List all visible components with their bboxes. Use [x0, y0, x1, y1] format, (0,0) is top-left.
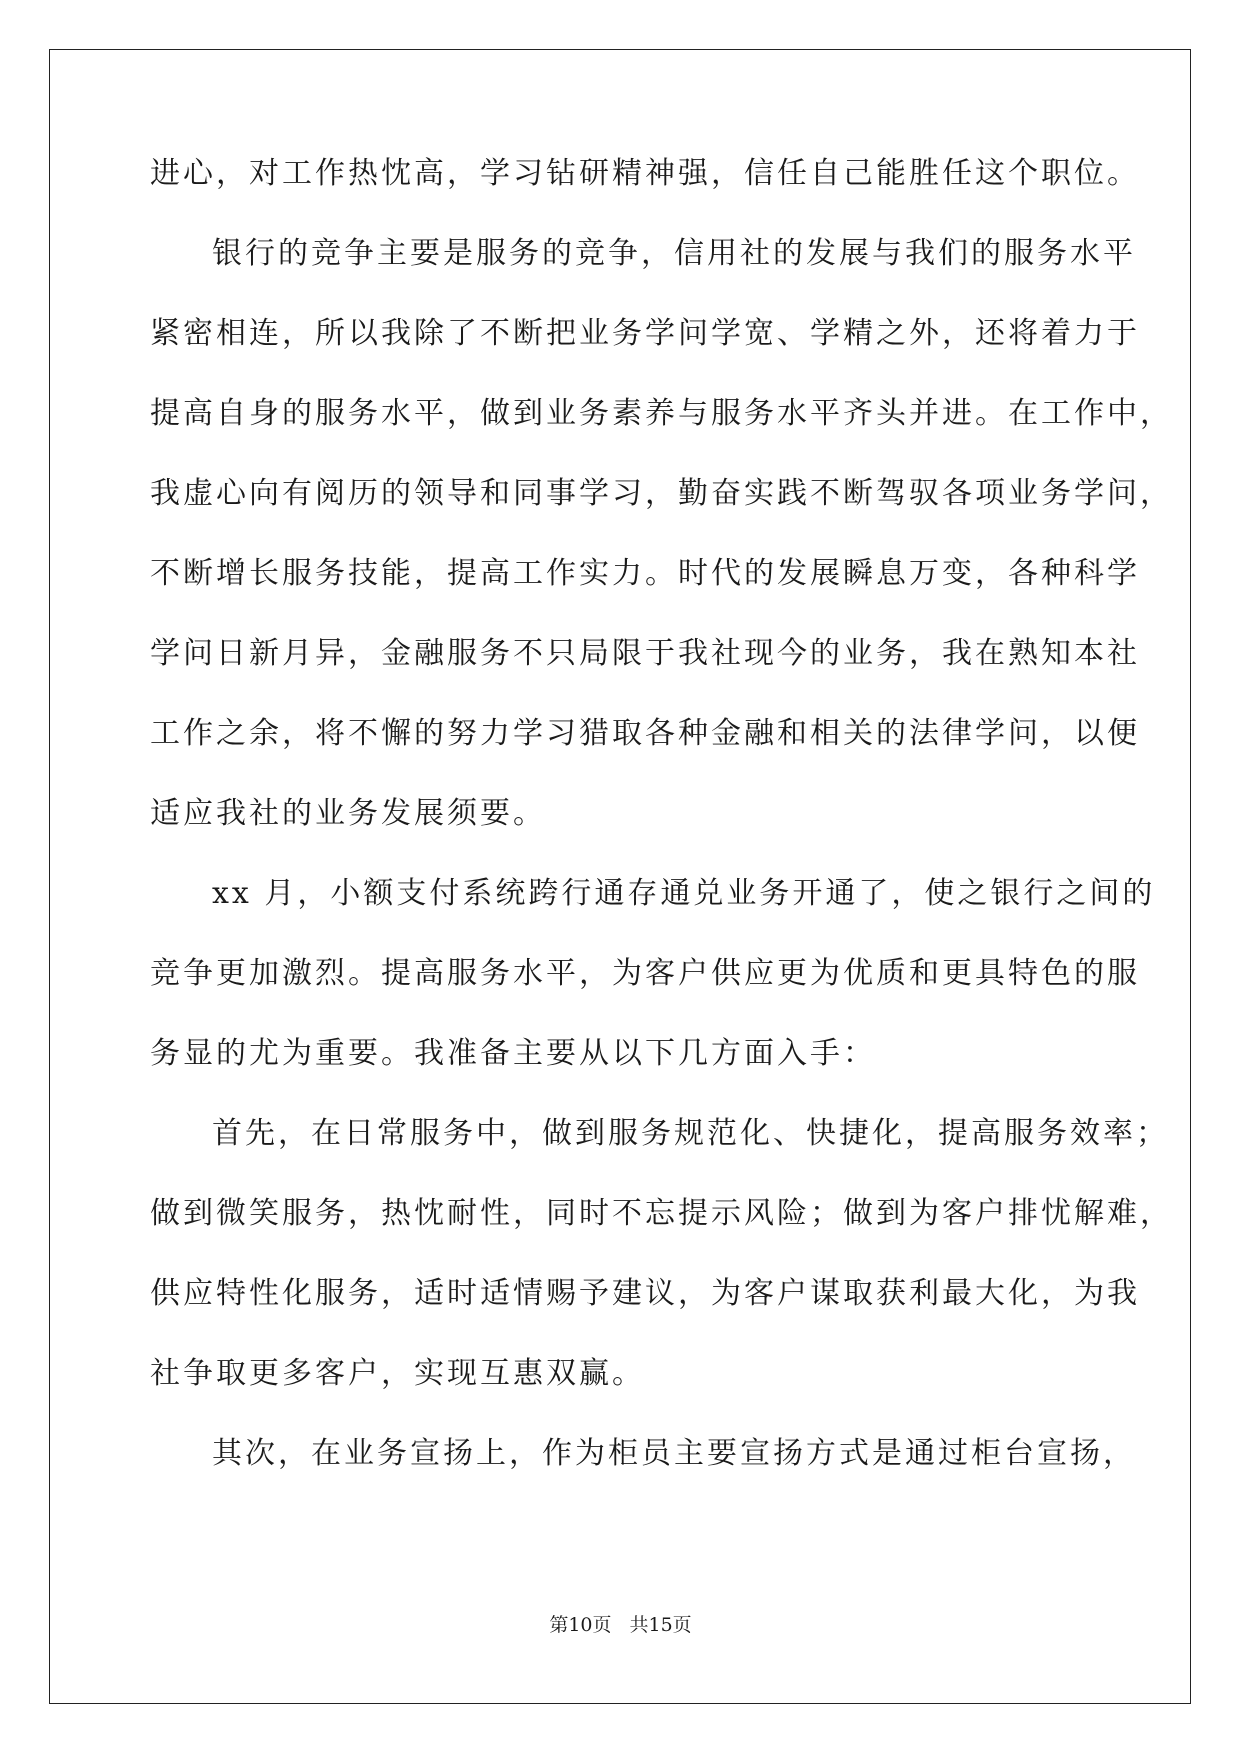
- paragraph-end-line: 适应我社的业务发展须要。: [150, 796, 546, 831]
- total-pages: 共15页: [629, 1614, 692, 1636]
- text-line: 不断增长服务技能，提高工作实力。时代的发展瞬息万变，各种科学: [150, 556, 1140, 591]
- text-line: 紧密相连，所以我除了不断把业务学问学宽、学精之外，还将着力于: [150, 316, 1140, 351]
- document-body: [150, 155, 1173, 1515]
- paragraph-start-line: 首先，在日常服务中，做到服务规范化、快捷化，提高服务效率；: [212, 1116, 1169, 1151]
- text-line: 提高自身的服务水平，做到业务素养与服务水平齐头并进。在工作中，: [150, 396, 1173, 431]
- paragraph-start-line: xx 月，小额支付系统跨行通存通兑业务开通了，使之银行之间的: [212, 876, 1156, 911]
- paragraph-start-line: 其次，在业务宣扬上，作为柜员主要宣扬方式是通过柜台宣扬，: [212, 1436, 1136, 1471]
- text-line: 我虚心向有阅历的领导和同事学习，勤奋实践不断驾驭各项业务学问，: [150, 476, 1173, 511]
- text-line: 竞争更加激烈。提高服务水平，为客户供应更为优质和更具特色的服: [150, 956, 1140, 991]
- text-line: 做到微笑服务，热忱耐性，同时不忘提示风险；做到为客户排忧解难，: [150, 1196, 1173, 1231]
- paragraph-start-line: 银行的竞争主要是服务的竞争，信用社的发展与我们的服务水平: [212, 236, 1136, 271]
- paragraph-end-line: 务显的尤为重要。我准备主要从以下几方面入手：: [150, 1036, 876, 1071]
- page-number: 第10页: [549, 1614, 612, 1636]
- text-line: 进心，对工作热忱高，学习钻研精神强，信任自己能胜任这个职位。: [150, 156, 1140, 191]
- paragraph-end-line: 社争取更多客户，实现互惠双赢。: [150, 1356, 645, 1391]
- page-footer: [0, 1610, 1241, 1637]
- text-line: 学问日新月异，金融服务不只局限于我社现今的业务，我在熟知本社: [150, 636, 1140, 671]
- text-line: 工作之余，将不懈的努力学习猎取各种金融和相关的法律学问，以便: [150, 716, 1140, 751]
- text-line: 供应特性化服务，适时适情赐予建议，为客户谋取获利最大化，为我: [150, 1276, 1140, 1311]
